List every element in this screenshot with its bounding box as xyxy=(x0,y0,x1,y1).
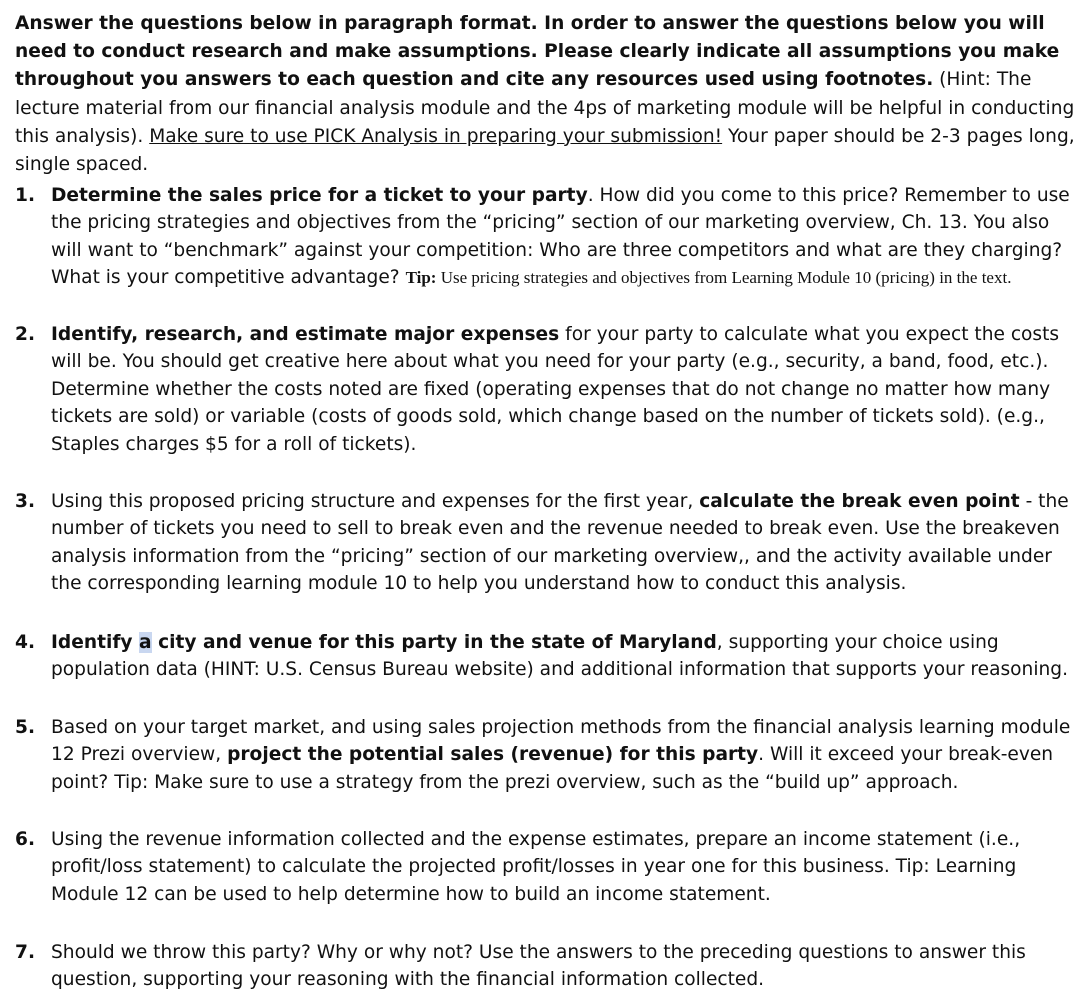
question-5 xyxy=(15,714,1077,796)
question-6 xyxy=(15,826,1077,908)
instructions-bold: Answer the questions below in paragraph format. In order to answer the questions below you will need to conduct research and make assumptions. Please clearly indicate all assumptions you make throughout you answers to each question and cite any resources used using footnotes. xyxy=(15,13,1060,91)
question-number: 6. xyxy=(15,829,36,850)
length-requirement: Your paper should be 2-3 pages long, single spaced. xyxy=(15,125,1075,176)
question-number: 7. xyxy=(15,942,36,963)
pick-analysis-note: Make sure to use PICK Analysis in preparing your submission! xyxy=(149,125,723,147)
question-text: Identify a city and venue for this party in the state of Maryland, supporting your choice using population data (HINT: U.S. Census Bureau website) and additional information that supports your reasoning. xyxy=(51,632,1069,681)
question-text: Determine the sales price for a ticket to your party. How did you come to this price? Remember to use the pricing strategies and objectives from the “pricing” section of our marketing overview, Ch. 13. You also will want to “benchmark” against your competition: Who are three competitors and what are they charging? What is your competitive advantage? Tip: Use pricing strategies and objectives from Learning Module 10 (pricing) in the text. xyxy=(51,185,1070,289)
question-1 xyxy=(15,182,1077,292)
question-7 xyxy=(15,939,1077,994)
text-selection-highlight: a xyxy=(139,632,152,653)
question-number: 5. xyxy=(15,717,36,738)
question-text: Using the revenue information collected and the expense estimates, prepare an income statement (i.e., profit/loss statement) to calculate the projected profit/losses in year one for this business. Tip: Learning Module 12 can be used to help determine how to build an income statement. xyxy=(51,829,1021,905)
question-text: Based on your target market, and using sales projection methods from the financial analysis learning module 12 Prezi overview, project the potential sales (revenue) for this party. Will it exceed your break-even point? Tip: Make sure to use a strategy from the prezi overview, such as the “build up” approach. xyxy=(51,717,1071,793)
question-3 xyxy=(15,488,1077,598)
question-text: Using this proposed pricing structure and expenses for the first year, calculate the break even point - the number of tickets you need to sell to break even and the revenue needed to break even. Use the breakeven analysis information from the “pricing” section of our marketing overview,, and the activity available under the corresponding learning module 10 to help you understand how to conduct this analysis. xyxy=(51,491,1069,595)
question-4 xyxy=(15,629,1077,684)
question-number: 2. xyxy=(15,324,36,345)
question-text: Identify, research, and estimate major expenses for your party to calculate what you expect the costs will be. You should get creative here about what you need for your party (e.g., security, a band, food, etc.). Determine whether the costs noted are fixed (operating expenses that do not change no matter how many tickets are sold) or variable (costs of goods sold, which change based on the number of tickets sold). (e.g., Staples charges $5 for a roll of tickets). xyxy=(51,324,1060,455)
instructions-hint: (Hint: The lecture material from our financial analysis module and the 4ps of marketing module will be helpful in conducting this analysis). xyxy=(15,69,1075,147)
question-number: 3. xyxy=(15,491,36,512)
instructions-paragraph xyxy=(15,10,1077,179)
question-2 xyxy=(15,321,1077,458)
question-text: Should we throw this party? Why or why not? Use the answers to the preceding questions to answer this question, supporting your reasoning with the financial information collected. xyxy=(51,942,1026,991)
question-number: 4. xyxy=(15,632,36,653)
question-number: 1. xyxy=(15,185,36,206)
